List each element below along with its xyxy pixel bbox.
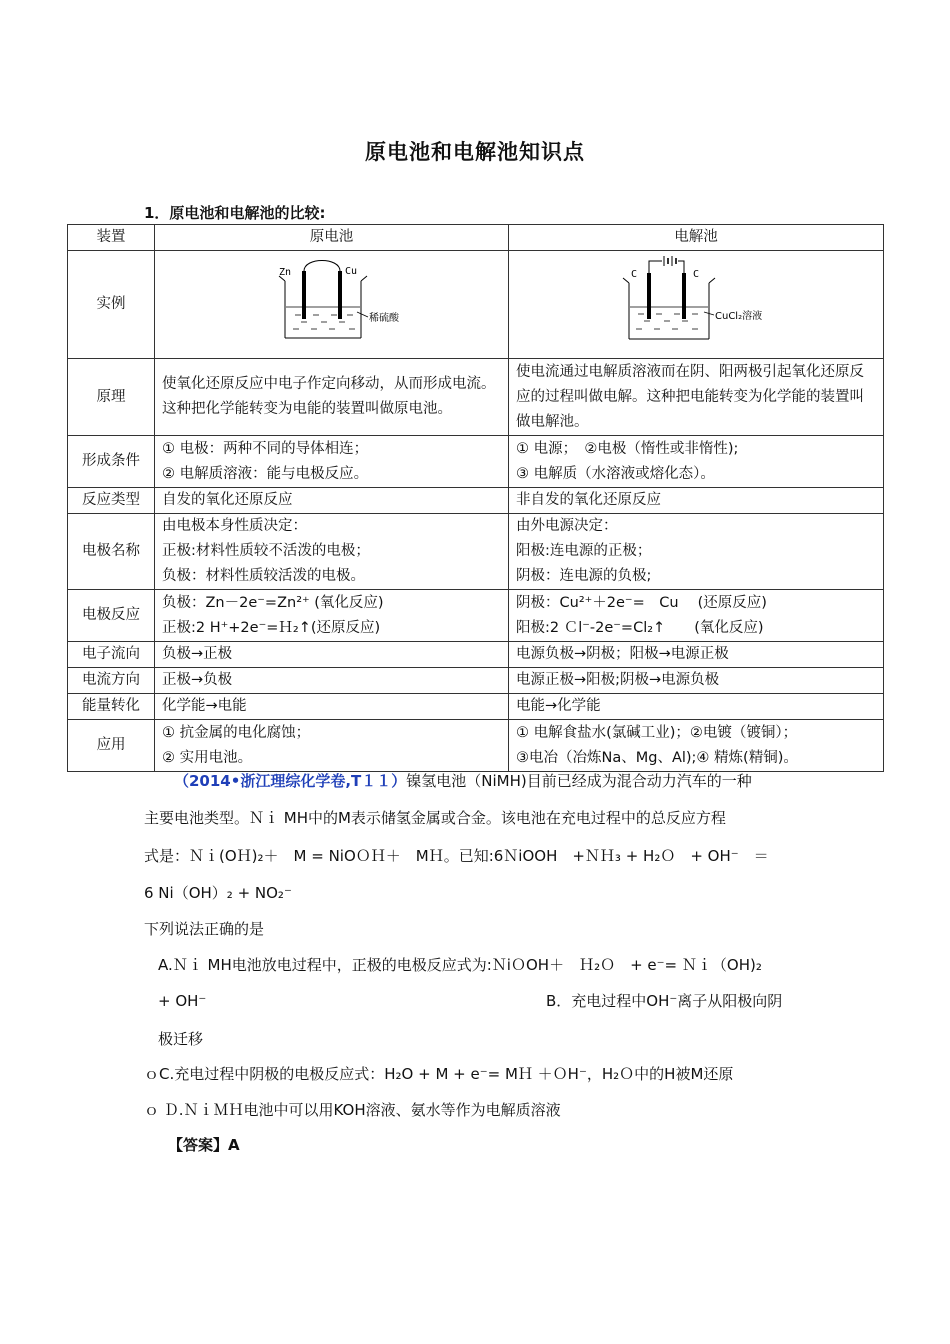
option-b-line-1: B．充电过程中OH⁻离子从阳极向阴	[546, 992, 783, 1010]
row-cell-right: 电源正极→阳极;阴极→电源负极	[509, 668, 884, 694]
page-title: 原电池和电解池知识点	[365, 140, 585, 164]
question-line-2: 主要电池类型。Ｎｉ MH中的M表示储氢金属或合金。该电池在充电过程中的总反应方程	[144, 809, 726, 827]
row-label: 电流方向	[68, 668, 155, 694]
row-cell-right	[509, 590, 884, 642]
electrolytic-cell-diagram	[509, 251, 884, 359]
option-b-line-2: 极迁移	[158, 1030, 204, 1048]
answer-label: 【答案】	[168, 1136, 229, 1154]
row-cell-right	[509, 720, 884, 772]
row-label: 应用	[68, 720, 155, 772]
row-cell-left: 负极→正极	[155, 642, 509, 668]
cucl2-solution-label: CuCl₂溶液	[715, 311, 763, 322]
cell-line: ③电冶（冶炼Na、Mg、Al);④ 精炼(精铜)。	[516, 749, 798, 766]
row-label: 原理	[68, 359, 155, 436]
cell-line: 负极：材料性质较活泼的电极。	[162, 568, 365, 584]
cell-line: 负极：Zn－2e⁻=Zn²⁺ (氧化反应)	[162, 594, 384, 611]
row-cell-right: 非自发的氧化还原反应	[509, 488, 884, 514]
cell-line: 阴极：连电源的负极;	[516, 568, 652, 584]
row-cell-right: 电能→化学能	[509, 694, 884, 720]
option-a-line-2: + OH⁻	[158, 992, 207, 1010]
row-label: 电极反应	[68, 590, 155, 642]
cell-line: 阳极:连电源的正极；	[516, 543, 652, 559]
cell-line: 由外电源决定：	[516, 518, 618, 534]
table-row	[68, 251, 884, 359]
table-header-row	[68, 225, 884, 251]
option-a-line-1: A.Ｎｉ MH电池放电过程中，正极的电极反应式为:ＮiＯOH＋ Ｈ₂Ｏ + e⁻= Ｎｉ（OH)₂	[158, 956, 762, 974]
row-label: 形成条件	[68, 436, 155, 488]
table-row	[68, 436, 884, 488]
option-d: ｏ Ｄ.ＮｉＭＨ电池中可以用KOH溶液、氨水等作为电解质溶液	[144, 1101, 561, 1119]
row-cell-left: 正极→负极	[155, 668, 509, 694]
row-cell-left	[155, 590, 509, 642]
row-label: 能量转化	[68, 694, 155, 720]
table-row	[68, 694, 884, 720]
left-c-electrode-label: C	[631, 269, 638, 280]
option-c: ｏC.充电过程中阴极的电极反应式：H₂O + M + e⁻= MＨ ＋ＯH⁻，H₂Ｏ中的H被M还原	[144, 1065, 734, 1083]
question-line-3: 式是：Ｎｉ(OＨ)₂＋ M = NiOＯＨ＋ MＨ。已知:6ＮiOOH +ＮＨ₃ + H₂Ｏ + OH⁻ ＝	[144, 847, 769, 865]
cell-line: ② 实用电池。	[162, 749, 253, 766]
row-label: 实例	[68, 251, 155, 359]
cu-electrode-label: Cu	[344, 266, 357, 277]
cell-line: 由电极本身性质决定：	[162, 518, 307, 534]
header-cell: 装置	[68, 225, 155, 251]
row-cell-left: 自发的氧化还原反应	[155, 488, 509, 514]
zn-electrode-label: Zn	[278, 267, 291, 278]
row-cell-right	[509, 436, 884, 488]
table-row	[68, 590, 884, 642]
row-label: 反应类型	[68, 488, 155, 514]
right-c-electrode-label: C	[693, 269, 700, 280]
cell-line: ② 电解质溶液：能与电极反应。	[162, 465, 369, 482]
galvanic-cell-diagram	[155, 251, 509, 359]
solution-label: 稀硫酸	[368, 313, 399, 324]
question-line-1	[174, 770, 752, 792]
row-cell-left	[155, 436, 509, 488]
cell-line: ① 抗金属的电化腐蚀；	[162, 724, 311, 741]
table-row	[68, 488, 884, 514]
row-cell-right: 使电流通过电解质溶液而在阴、阳两极引起氧化还原反应的过程叫做电解。这种把电能转变为化学能的装置叫做电解池。	[509, 359, 884, 436]
cell-line: ① 电解食盐水(氯碱工业)；②电镀（镀铜）；	[516, 724, 798, 741]
question-prompt: 下列说法正确的是	[144, 920, 265, 938]
cell-line: 阳极:2 Ｃl⁻-2e⁻=Cl₂↑ (氧化反应)	[516, 619, 764, 636]
cell-line: 正极:2 H⁺+2e⁻=Ｈ₂↑(还原反应)	[162, 619, 381, 636]
table-row	[68, 359, 884, 436]
row-cell-left	[155, 514, 509, 590]
header-cell: 电解池	[509, 225, 884, 251]
cell-line: ① 电源； ②电极（惰性或非惰性);	[516, 440, 739, 457]
row-label: 电极名称	[68, 514, 155, 590]
cell-line: ① 电极：两种不同的导体相连；	[162, 440, 369, 457]
question-intro: 镍氢电池（NiMH)目前已经成为混合动力汽车的一种	[406, 772, 752, 790]
row-cell-left	[155, 720, 509, 772]
question-line-4: 6 Ni（OH）₂ + NO₂⁻	[144, 884, 292, 902]
row-cell-right	[509, 514, 884, 590]
answer-value: A	[228, 1136, 240, 1154]
table-row	[68, 668, 884, 694]
row-label: 电子流向	[68, 642, 155, 668]
question-source: （2014•浙江理综化学卷,T１１）	[174, 772, 407, 790]
row-cell-left: 化学能→电能	[155, 694, 509, 720]
cell-line: 正极:材料性质较不活泼的电极；	[162, 543, 370, 559]
row-cell-left: 使氧化还原反应中电子作定向移动，从而形成电流。这种把化学能转变为电能的装置叫做原电池。	[155, 359, 509, 436]
row-cell-right: 电源负极→阴极；阳极→电源正极	[509, 642, 884, 668]
table-row	[68, 720, 884, 772]
header-cell: 原电池	[155, 225, 509, 251]
table-row	[68, 514, 884, 590]
cell-line: ③ 电解质（水溶液或熔化态）。	[516, 465, 715, 482]
section-heading: 1．原电池和电解池的比较:	[144, 204, 326, 222]
cell-line: 阴极：Cu²⁺＋2e⁻= Cu (还原反应)	[516, 594, 767, 611]
answer-line	[168, 1134, 240, 1156]
table-row	[68, 642, 884, 668]
comparison-table	[67, 224, 884, 772]
